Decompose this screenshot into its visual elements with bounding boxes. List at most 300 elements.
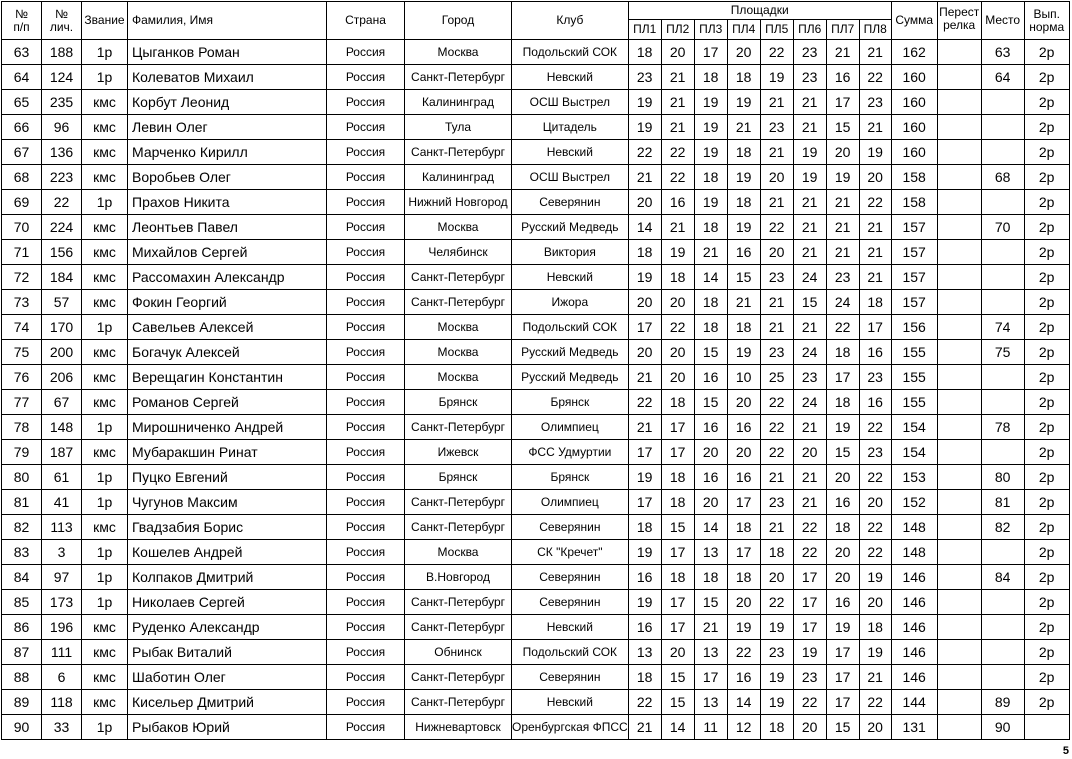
rank: кмс bbox=[82, 90, 128, 115]
license-num: 61 bbox=[42, 465, 82, 490]
platform-score-1: 19 bbox=[628, 115, 661, 140]
platform-score-5: 23 bbox=[760, 340, 793, 365]
platform-score-5: 21 bbox=[760, 315, 793, 340]
header-pl5: ПЛ5 bbox=[760, 20, 793, 40]
shootoff bbox=[937, 690, 981, 715]
row-num: 88 bbox=[2, 665, 42, 690]
name: Савельев Алексей bbox=[128, 315, 327, 340]
platform-score-6: 22 bbox=[793, 690, 826, 715]
norm: 2р bbox=[1024, 90, 1069, 115]
sum: 148 bbox=[891, 540, 937, 565]
club: Ижора bbox=[512, 290, 629, 315]
platform-score-2: 20 bbox=[661, 40, 694, 65]
platform-score-6: 21 bbox=[793, 115, 826, 140]
license-num: 148 bbox=[42, 415, 82, 440]
name: Прахов Никита bbox=[128, 190, 327, 215]
city: Санкт-Петербург bbox=[405, 690, 512, 715]
name: Верещагин Константин bbox=[128, 365, 327, 390]
platform-score-2: 18 bbox=[661, 390, 694, 415]
platform-score-5: 22 bbox=[760, 415, 793, 440]
sum: 153 bbox=[891, 465, 937, 490]
name: Левин Олег bbox=[128, 115, 327, 140]
platform-score-8: 22 bbox=[859, 190, 891, 215]
platform-score-1: 19 bbox=[628, 590, 661, 615]
header-pl6: ПЛ6 bbox=[793, 20, 826, 40]
platform-score-5: 23 bbox=[760, 265, 793, 290]
sum: 146 bbox=[891, 590, 937, 615]
shootoff bbox=[937, 665, 981, 690]
platform-score-1: 19 bbox=[628, 465, 661, 490]
platform-score-1: 17 bbox=[628, 440, 661, 465]
place: 82 bbox=[981, 515, 1024, 540]
city: Москва bbox=[405, 40, 512, 65]
platform-score-4: 19 bbox=[727, 165, 760, 190]
country: Россия bbox=[327, 665, 405, 690]
table-row bbox=[2, 390, 1070, 415]
platform-score-6: 15 bbox=[793, 290, 826, 315]
place bbox=[981, 265, 1024, 290]
platform-score-8: 21 bbox=[859, 115, 891, 140]
platform-score-7: 18 bbox=[826, 515, 859, 540]
platform-score-7: 15 bbox=[826, 715, 859, 740]
shootoff bbox=[937, 290, 981, 315]
place bbox=[981, 540, 1024, 565]
platform-score-2: 22 bbox=[661, 165, 694, 190]
city: Санкт-Петербург bbox=[405, 590, 512, 615]
platform-score-7: 21 bbox=[826, 40, 859, 65]
platform-score-6: 24 bbox=[793, 390, 826, 415]
platform-score-8: 16 bbox=[859, 390, 891, 415]
platform-score-4: 16 bbox=[727, 240, 760, 265]
country: Россия bbox=[327, 240, 405, 265]
platform-score-7: 22 bbox=[826, 315, 859, 340]
table-row bbox=[2, 315, 1070, 340]
platform-score-6: 23 bbox=[793, 65, 826, 90]
country: Россия bbox=[327, 465, 405, 490]
platform-score-7: 21 bbox=[826, 240, 859, 265]
platform-score-7: 17 bbox=[826, 365, 859, 390]
rank: кмс bbox=[82, 690, 128, 715]
club: Невский bbox=[512, 140, 629, 165]
license-num: 22 bbox=[42, 190, 82, 215]
license-num: 33 bbox=[42, 715, 82, 740]
platform-score-6: 24 bbox=[793, 265, 826, 290]
place: 70 bbox=[981, 215, 1024, 240]
shootoff bbox=[937, 465, 981, 490]
platform-score-8: 21 bbox=[859, 665, 891, 690]
city: Москва bbox=[405, 540, 512, 565]
platform-score-7: 17 bbox=[826, 640, 859, 665]
platform-score-8: 22 bbox=[859, 465, 891, 490]
platform-score-5: 20 bbox=[760, 565, 793, 590]
place bbox=[981, 665, 1024, 690]
table-row bbox=[2, 65, 1070, 90]
sum: 154 bbox=[891, 415, 937, 440]
place bbox=[981, 440, 1024, 465]
platform-score-4: 20 bbox=[727, 440, 760, 465]
platform-score-3: 20 bbox=[694, 490, 727, 515]
table-row bbox=[2, 165, 1070, 190]
license-num: 188 bbox=[42, 40, 82, 65]
club: Олимпиец bbox=[512, 415, 629, 440]
platform-score-6: 21 bbox=[793, 90, 826, 115]
platform-score-3: 16 bbox=[694, 465, 727, 490]
platform-score-7: 17 bbox=[826, 690, 859, 715]
platform-score-8: 22 bbox=[859, 690, 891, 715]
license-num: 170 bbox=[42, 315, 82, 340]
norm: 2р bbox=[1024, 365, 1069, 390]
club: Брянск bbox=[512, 390, 629, 415]
city: Челябинск bbox=[405, 240, 512, 265]
platform-score-7: 19 bbox=[826, 165, 859, 190]
name: Рыбак Виталий bbox=[128, 640, 327, 665]
table-row bbox=[2, 515, 1070, 540]
table-row bbox=[2, 690, 1070, 715]
platform-score-3: 18 bbox=[694, 165, 727, 190]
country: Россия bbox=[327, 115, 405, 140]
platform-score-7: 17 bbox=[826, 665, 859, 690]
country: Россия bbox=[327, 640, 405, 665]
row-num: 74 bbox=[2, 315, 42, 340]
platform-score-6: 19 bbox=[793, 140, 826, 165]
row-num: 83 bbox=[2, 540, 42, 565]
platform-score-1: 18 bbox=[628, 515, 661, 540]
platform-score-2: 18 bbox=[661, 265, 694, 290]
club: Брянск bbox=[512, 465, 629, 490]
table-row bbox=[2, 340, 1070, 365]
country: Россия bbox=[327, 215, 405, 240]
norm: 2р bbox=[1024, 565, 1069, 590]
club: Северянин bbox=[512, 515, 629, 540]
norm: 2р bbox=[1024, 415, 1069, 440]
platform-score-8: 20 bbox=[859, 165, 891, 190]
country: Россия bbox=[327, 65, 405, 90]
platform-score-8: 22 bbox=[859, 515, 891, 540]
norm: 2р bbox=[1024, 190, 1069, 215]
platform-score-8: 16 bbox=[859, 340, 891, 365]
platform-score-3: 16 bbox=[694, 415, 727, 440]
shootoff bbox=[937, 365, 981, 390]
platform-score-3: 14 bbox=[694, 265, 727, 290]
table-row bbox=[2, 265, 1070, 290]
platform-score-1: 21 bbox=[628, 415, 661, 440]
shootoff bbox=[937, 240, 981, 265]
sum: 157 bbox=[891, 290, 937, 315]
platform-score-5: 19 bbox=[760, 690, 793, 715]
platform-score-1: 14 bbox=[628, 215, 661, 240]
table-row bbox=[2, 240, 1070, 265]
table-row bbox=[2, 190, 1070, 215]
rank: 1р bbox=[82, 565, 128, 590]
platform-score-6: 19 bbox=[793, 640, 826, 665]
platform-score-2: 20 bbox=[661, 640, 694, 665]
sum: 146 bbox=[891, 640, 937, 665]
sum: 162 bbox=[891, 40, 937, 65]
country: Россия bbox=[327, 265, 405, 290]
norm: 2р bbox=[1024, 340, 1069, 365]
platform-score-5: 21 bbox=[760, 465, 793, 490]
club: Оренбургская ФПСС bbox=[512, 715, 629, 740]
header-pl7: ПЛ7 bbox=[826, 20, 859, 40]
license-num: 196 bbox=[42, 615, 82, 640]
country: Россия bbox=[327, 615, 405, 640]
rank: кмс bbox=[82, 440, 128, 465]
header-pl1: ПЛ1 bbox=[628, 20, 661, 40]
place bbox=[981, 290, 1024, 315]
platform-score-6: 21 bbox=[793, 190, 826, 215]
club: Русский Медведь bbox=[512, 365, 629, 390]
platform-score-8: 22 bbox=[859, 65, 891, 90]
city: Тула bbox=[405, 115, 512, 140]
platform-score-4: 19 bbox=[727, 215, 760, 240]
platform-score-8: 20 bbox=[859, 715, 891, 740]
country: Россия bbox=[327, 40, 405, 65]
shootoff bbox=[937, 490, 981, 515]
sum: 155 bbox=[891, 340, 937, 365]
club: СК "Кречет" bbox=[512, 540, 629, 565]
platform-score-7: 19 bbox=[826, 615, 859, 640]
norm: 2р bbox=[1024, 290, 1069, 315]
platform-score-2: 22 bbox=[661, 140, 694, 165]
platform-score-5: 21 bbox=[760, 290, 793, 315]
header-license: № лич. bbox=[42, 2, 82, 40]
platform-score-6: 21 bbox=[793, 415, 826, 440]
norm: 2р bbox=[1024, 140, 1069, 165]
place: 63 bbox=[981, 40, 1024, 65]
platform-score-6: 21 bbox=[793, 215, 826, 240]
sum: 155 bbox=[891, 365, 937, 390]
license-num: 224 bbox=[42, 215, 82, 240]
rank: кмс bbox=[82, 115, 128, 140]
platform-score-8: 18 bbox=[859, 290, 891, 315]
platform-score-1: 19 bbox=[628, 265, 661, 290]
country: Россия bbox=[327, 690, 405, 715]
platform-score-4: 10 bbox=[727, 365, 760, 390]
sum: 158 bbox=[891, 190, 937, 215]
platform-score-8: 19 bbox=[859, 565, 891, 590]
platform-score-2: 18 bbox=[661, 490, 694, 515]
club: ОСШ Выстрел bbox=[512, 90, 629, 115]
license-num: 156 bbox=[42, 240, 82, 265]
norm: 2р bbox=[1024, 440, 1069, 465]
platform-score-2: 20 bbox=[661, 290, 694, 315]
platform-score-1: 18 bbox=[628, 665, 661, 690]
table-row bbox=[2, 665, 1070, 690]
platform-score-5: 21 bbox=[760, 90, 793, 115]
license-num: 173 bbox=[42, 590, 82, 615]
platform-score-3: 13 bbox=[694, 640, 727, 665]
row-num: 78 bbox=[2, 415, 42, 440]
platform-score-5: 21 bbox=[760, 140, 793, 165]
header-sum: Сумма bbox=[891, 2, 937, 40]
shootoff bbox=[937, 640, 981, 665]
shootoff bbox=[937, 40, 981, 65]
country: Россия bbox=[327, 390, 405, 415]
name: Корбут Леонид bbox=[128, 90, 327, 115]
rank: 1р bbox=[82, 540, 128, 565]
city: Санкт-Петербург bbox=[405, 415, 512, 440]
shootoff bbox=[937, 215, 981, 240]
country: Россия bbox=[327, 490, 405, 515]
platform-score-1: 17 bbox=[628, 315, 661, 340]
table-row bbox=[2, 440, 1070, 465]
city: Санкт-Петербург bbox=[405, 140, 512, 165]
city: Нижний Новгород bbox=[405, 190, 512, 215]
header-club: Клуб bbox=[512, 2, 629, 40]
city: Калининград bbox=[405, 90, 512, 115]
row-num: 82 bbox=[2, 515, 42, 540]
platform-score-4: 18 bbox=[727, 565, 760, 590]
table-row bbox=[2, 590, 1070, 615]
rank: кмс bbox=[82, 390, 128, 415]
place bbox=[981, 365, 1024, 390]
platform-score-7: 16 bbox=[826, 490, 859, 515]
name: Богачук Алексей bbox=[128, 340, 327, 365]
name: Колеватов Михаил bbox=[128, 65, 327, 90]
shootoff bbox=[937, 65, 981, 90]
platform-score-6: 22 bbox=[793, 515, 826, 540]
country: Россия bbox=[327, 715, 405, 740]
city: Москва bbox=[405, 340, 512, 365]
name: Михайлов Сергей bbox=[128, 240, 327, 265]
platform-score-4: 19 bbox=[727, 615, 760, 640]
sum: 160 bbox=[891, 90, 937, 115]
place bbox=[981, 140, 1024, 165]
platform-score-5: 22 bbox=[760, 440, 793, 465]
city: Ижевск bbox=[405, 440, 512, 465]
country: Россия bbox=[327, 415, 405, 440]
header-city: Город bbox=[405, 2, 512, 40]
platform-score-5: 21 bbox=[760, 515, 793, 540]
platform-score-6: 23 bbox=[793, 365, 826, 390]
row-num: 65 bbox=[2, 90, 42, 115]
place: 90 bbox=[981, 715, 1024, 740]
country: Россия bbox=[327, 365, 405, 390]
sum: 158 bbox=[891, 165, 937, 190]
license-num: 111 bbox=[42, 640, 82, 665]
rank: 1р bbox=[82, 715, 128, 740]
platform-score-2: 20 bbox=[661, 340, 694, 365]
platform-score-5: 22 bbox=[760, 40, 793, 65]
license-num: 118 bbox=[42, 690, 82, 715]
platform-score-1: 22 bbox=[628, 690, 661, 715]
platform-score-7: 20 bbox=[826, 465, 859, 490]
platform-score-4: 20 bbox=[727, 390, 760, 415]
club: Северянин bbox=[512, 565, 629, 590]
club: ОСШ Выстрел bbox=[512, 165, 629, 190]
platform-score-8: 19 bbox=[859, 140, 891, 165]
place: 78 bbox=[981, 415, 1024, 440]
country: Россия bbox=[327, 590, 405, 615]
platform-score-3: 19 bbox=[694, 140, 727, 165]
shootoff bbox=[937, 115, 981, 140]
country: Россия bbox=[327, 140, 405, 165]
license-num: 235 bbox=[42, 90, 82, 115]
name: Николаев Сергей bbox=[128, 590, 327, 615]
platform-score-7: 23 bbox=[826, 265, 859, 290]
name: Романов Сергей bbox=[128, 390, 327, 415]
sum: 160 bbox=[891, 65, 937, 90]
country: Россия bbox=[327, 515, 405, 540]
club: Невский bbox=[512, 690, 629, 715]
place: 84 bbox=[981, 565, 1024, 590]
norm: 2р bbox=[1024, 515, 1069, 540]
platform-score-2: 17 bbox=[661, 415, 694, 440]
rank: кмс bbox=[82, 665, 128, 690]
sum: 157 bbox=[891, 240, 937, 265]
norm bbox=[1024, 715, 1069, 740]
place: 80 bbox=[981, 465, 1024, 490]
row-num: 76 bbox=[2, 365, 42, 390]
name: Фокин Георгий bbox=[128, 290, 327, 315]
place: 89 bbox=[981, 690, 1024, 715]
name: Марченко Кирилл bbox=[128, 140, 327, 165]
platform-score-8: 23 bbox=[859, 365, 891, 390]
platform-score-5: 20 bbox=[760, 165, 793, 190]
platform-score-1: 17 bbox=[628, 490, 661, 515]
platform-score-6: 20 bbox=[793, 440, 826, 465]
city: В.Новгород bbox=[405, 565, 512, 590]
norm: 2р bbox=[1024, 665, 1069, 690]
club: Подольский СОК bbox=[512, 315, 629, 340]
platform-score-4: 17 bbox=[727, 540, 760, 565]
row-num: 66 bbox=[2, 115, 42, 140]
platform-score-2: 15 bbox=[661, 515, 694, 540]
platform-score-1: 20 bbox=[628, 340, 661, 365]
platform-score-2: 17 bbox=[661, 540, 694, 565]
platform-score-2: 14 bbox=[661, 715, 694, 740]
platform-score-7: 20 bbox=[826, 540, 859, 565]
rank: кмс bbox=[82, 515, 128, 540]
platform-score-4: 14 bbox=[727, 690, 760, 715]
rank: кмс bbox=[82, 215, 128, 240]
platform-score-6: 17 bbox=[793, 615, 826, 640]
license-num: 57 bbox=[42, 290, 82, 315]
row-num: 79 bbox=[2, 440, 42, 465]
platform-score-8: 20 bbox=[859, 490, 891, 515]
shootoff bbox=[937, 565, 981, 590]
platform-score-7: 18 bbox=[826, 390, 859, 415]
page-number: 5 bbox=[1062, 745, 1069, 757]
name: Кошелев Андрей bbox=[128, 540, 327, 565]
table-row bbox=[2, 565, 1070, 590]
header-platforms: Площадки bbox=[628, 2, 891, 20]
country: Россия bbox=[327, 540, 405, 565]
shootoff bbox=[937, 190, 981, 215]
club: Цитадель bbox=[512, 115, 629, 140]
platform-score-4: 15 bbox=[727, 265, 760, 290]
norm: 2р bbox=[1024, 540, 1069, 565]
name: Чугунов Максим bbox=[128, 490, 327, 515]
shootoff bbox=[937, 715, 981, 740]
platform-score-3: 21 bbox=[694, 240, 727, 265]
country: Россия bbox=[327, 165, 405, 190]
country: Россия bbox=[327, 440, 405, 465]
row-num: 71 bbox=[2, 240, 42, 265]
row-num: 87 bbox=[2, 640, 42, 665]
club: Северянин bbox=[512, 590, 629, 615]
club: Русский Медведь bbox=[512, 215, 629, 240]
sum: 155 bbox=[891, 390, 937, 415]
platform-score-4: 12 bbox=[727, 715, 760, 740]
norm: 2р bbox=[1024, 690, 1069, 715]
platform-score-4: 22 bbox=[727, 640, 760, 665]
platform-score-1: 16 bbox=[628, 565, 661, 590]
table-row bbox=[2, 40, 1070, 65]
norm: 2р bbox=[1024, 640, 1069, 665]
header-norm: Вып. норма bbox=[1024, 2, 1069, 40]
header-rank: Звание bbox=[82, 2, 128, 40]
